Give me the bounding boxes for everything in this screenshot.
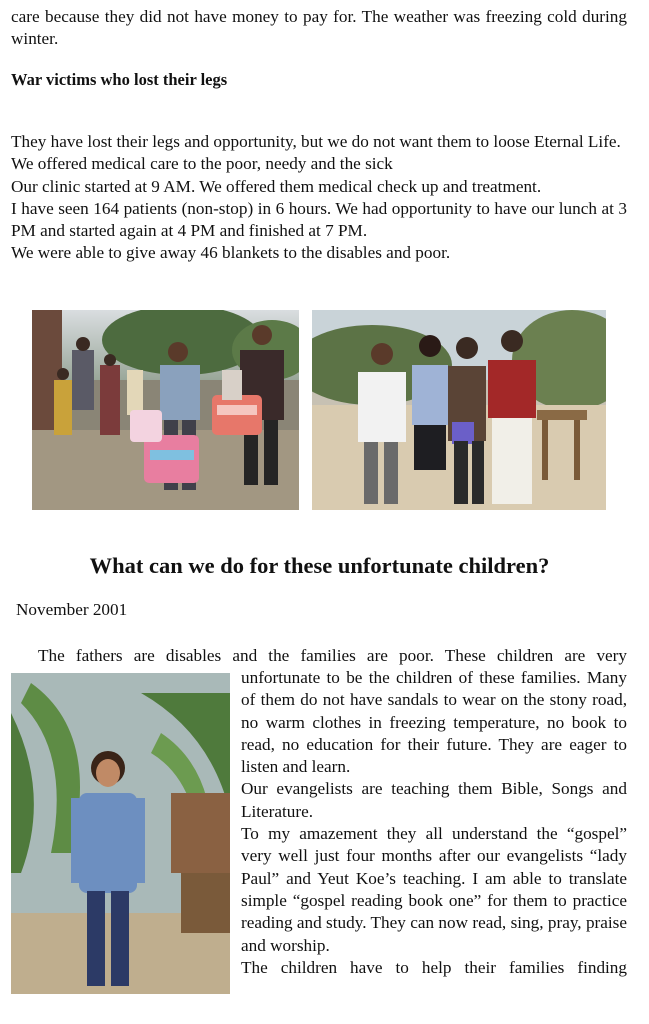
photo-blanket-distribution — [32, 310, 299, 510]
paragraph-line: We offered medical care to the poor, needy and the sick — [11, 154, 393, 174]
children-paragraph — [241, 667, 627, 979]
top-paragraph: care because they did not have money to pay for. The weather was freezing cold during winter. — [11, 7, 627, 49]
photo-girl-blue-jacket — [11, 673, 230, 994]
section-heading-war-victims: War victims who lost their legs — [11, 70, 228, 89]
paragraph-line: To my amazement they all understand the “gospel” very well just four months after our evangelists “lady Paul” and Yeut Koe’s teaching. I am able to translate simple “gospel reading book one” for them to practice reading and study. They can now read, sing, pray, praise and worship. — [241, 824, 627, 955]
paragraph-line: We were able to give away 46 blankets to the disables and poor. — [11, 243, 451, 263]
paragraph-line: unfortunate to be the children of these families. Many of them do not have sandals to wear on the stony road, no warm clothes in freezing temperature, no book to read, no education for their future. They are eager to listen and learn. — [241, 668, 627, 777]
paragraph-line: Our evangelists are teaching them Bible, Songs and Literature. — [241, 779, 627, 821]
intro-paragraph-line: The fathers are disables and the families are poor. These children are very — [38, 646, 627, 665]
photo-group-of-four — [312, 310, 606, 510]
paragraph-line: They have lost their legs and opportunity, but we do not want them to loose Eternal Life. — [11, 132, 621, 151]
paragraph-line: I have seen 164 patients (non-stop) in 6 hours. We had opportunity to have our lunch at 3 PM and started again at 4 PM and finished at 7 PM. — [11, 198, 627, 241]
section-heading-unfortunate-children: What can we do for these unfortunate children? — [89, 553, 550, 578]
section-date: November 2001 — [16, 600, 128, 619]
war-victims-paragraph — [11, 131, 627, 265]
paragraph-line: Our clinic started at 9 AM. We offered them medical check up and treatment. — [11, 176, 542, 196]
paragraph-line: The children have to help their families finding — [241, 957, 627, 977]
